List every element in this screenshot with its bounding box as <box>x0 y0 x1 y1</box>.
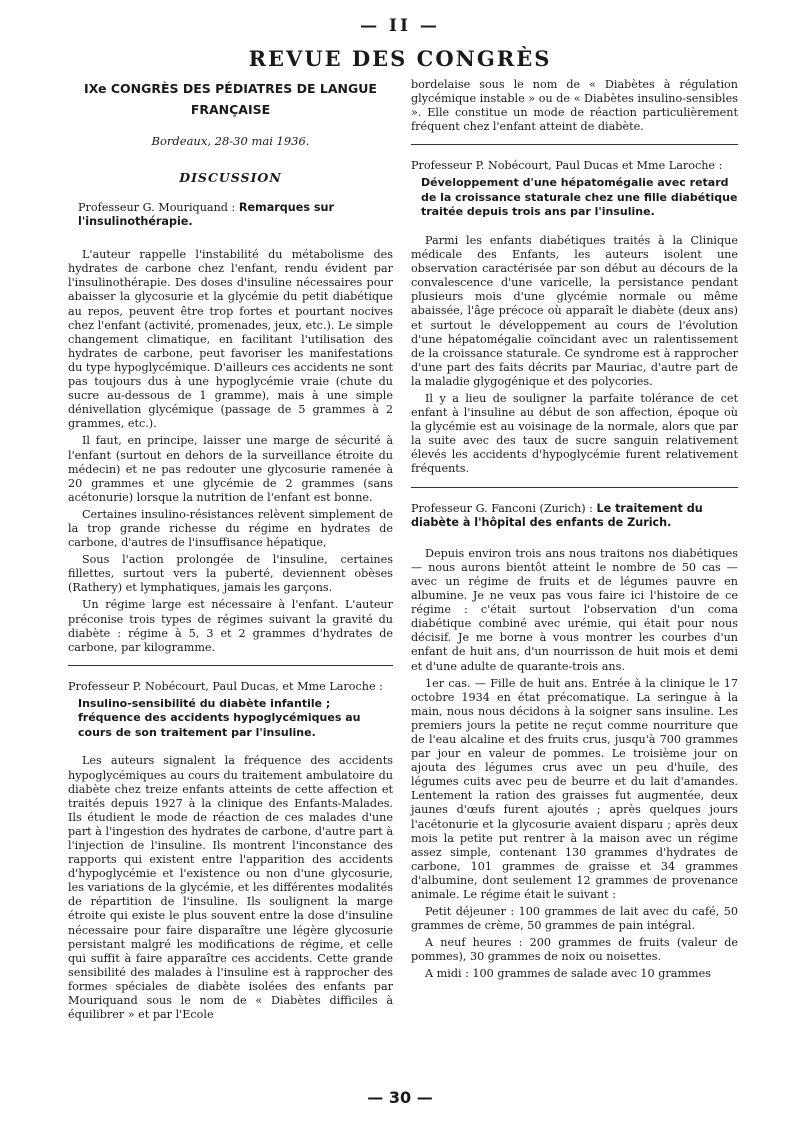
section-3-paragraph: Parmi les enfants diabétiques traités à la Clinique médicale des Enfants, les auteurs isolent une observation caractérisée par son début au décours de la convalescence d'une varicelle, la persistance pendant plusieurs mois d'une glycémie normale ou même abaissée, l'âge précoce où apparaît le diabète (deux ans) et surtout le développement au cours de l'évolution d'une hépatomégalie coïncidant avec un ralentissement de la croissance staturale. Ce syndrome est à rapprocher d'une part des faits décrits par Mauriac, d'autre part de la maladie glygogénique et des polycories. <box>411 233 738 388</box>
section-1-paragraph: Il faut, en principe, laisser une marge de sécurité à l'enfant (surtout en dehors de la surveillance étroite du médecin) et ne pas redouter une glycosurie ramenée à 20 grammes et une glycémie de 2 grammes (sans acétonurie) lorsque la nutrition de l'enfant est bonne. <box>68 434 393 504</box>
section-1-author <box>78 201 393 229</box>
section-4-paragraph: Petit déjeuner : 100 grammes de lait avec du café, 50 grammes de crème, 50 grammes de pain intégral. <box>411 905 738 933</box>
conference-title: IXe CONGRÈS DES PÉDIATRES DE LANGUE FRANÇAISE <box>84 81 377 117</box>
section-1-author-name: Professeur G. Mouriquand : <box>78 201 236 214</box>
right-column <box>411 78 738 985</box>
conference-place-date: Bordeaux, 28-30 mai 1936. <box>151 134 310 148</box>
section-divider <box>411 487 738 488</box>
section-1-paragraph: L'auteur rappelle l'instabilité du métabolisme des hydrates de carbone chez l'enfant, rendu évident par l'insulinothérapie. Des doses d'insuline nécessaires pour abaisser la glycosurie et la glycémie du petit diabétique au repos, peuvent être trop fortes et pourtant nocives chez l'enfant (activité, promenades, jeux, etc.). Le simple changement climatique, en facilitant l'utilisation des hydrates de carbone, peut favoriser les manifestations du type hypoglycémique. D'ailleurs ces accidents ne sont pas toujours dus à une hypoglycémie vraie (chute du sucre au-dessous de 1 gramme), mais à une simple dénivellation glycémique (passage de 5 grammes à 2 grammes, etc.). <box>68 248 393 431</box>
section-1-title: Remarques sur l'insulinothérapie. <box>78 201 335 229</box>
section-2-title: Insulino-sensibilité du diabète infantile ; fréquence des accidents hypoglycémiques au cours de son traitement par l'insuline. <box>78 696 361 739</box>
section-divider <box>411 144 738 145</box>
section-1-paragraph: Sous l'action prolongée de l'insuline, certaines fillettes, surtout vers la puberté, deviennent obèses (Rathery) et lymphatiques, jamais les garçons. <box>68 553 393 595</box>
discussion-heading: DISCUSSION <box>179 170 282 185</box>
section-2-author <box>68 680 393 694</box>
section-3-author: Professeur P. Nobécourt, Paul Ducas et Mme Laroche : <box>411 159 723 173</box>
section-3-paragraph: Il y a lieu de souligner la parfaite tolérance de cet enfant à l'insuline au début de son affection, époque où la glycémie est au voisinage de la normale, alors que par la suite avec des taux de sucre sanguin relativement élevés les accidents d'hypoglycémie furent relativement fréquents. <box>411 392 738 476</box>
page-number: — 30 — <box>367 1088 433 1107</box>
section-4-author <box>411 502 738 530</box>
rubric-title: REVUE DES CONGRÈS <box>248 46 552 71</box>
section-4-title: Le traitement du diabète à l'hôpital des enfants de Zurich. <box>411 501 703 529</box>
section-2-author-name: Professeur P. Nobécourt, Paul Ducas, et Mme Laroche : <box>68 679 383 693</box>
section-3-title: Développement d'une hépatomégalie avec retard de la croissance staturale chez une fille diabétique traitée depuis trois ans par l'insuline. <box>421 176 738 219</box>
section-4-paragraph: Depuis environ trois ans nous traitons nos diabétiques — nous aurons bientôt atteint le nombre de 50 cas — avec un régime de fruits et de légumes pauvre en albumine. Je ne veux pas vous faire ici l'histoire de ce régime : c'était surtout l'observation d'un coma diabétique combiné avec urémie, qui était pour nous décisif. Je me borne à vous montrer les courbes d'un enfant de huit ans, d'un nourrisson de huit mois et demi et d'une adulte de quarante-trois ans. <box>411 546 738 673</box>
section-4-paragraph: 1er cas. — Fille de huit ans. Entrée à la clinique le 17 octobre 1934 en état précomatique. La seringue à la main, nous nous décidons à la soigner sans insuline. Les premiers jours la petite ne reçut comme nourriture que de l'eau alcaline et des fruits crus, jusqu'à 700 grammes par jour en valeur de pommes. Le troisième jour on ajouta des légumes crus avec un peu d'huile, des légumes cuits avec peu de beurre et du lait d'amandes. Lentement la ration des graisses fut augmentée, deux jaunes d'œufs furent ajoutés ; après quelques jours l'acétonurie et la glycosurie avaient disparu ; après deux mois la petite put rentrer à la maison avec un régime assez simple, contenant 130 grammes d'hydrates de carbone, 101 grammes de graisse et 34 grammes d'albumine, dont seulement 12 grammes de provenance animale. Le régime était le suivant : <box>411 676 738 901</box>
section-4-author-name: Professeur G. Fanconi (Zurich) : <box>411 501 593 515</box>
section-2-paragraph: Les auteurs signalent la fréquence des accidents hypoglycémiques au cours du traitement ambulatoire du diabète chez treize enfants atteints de cette affection et traités depuis 1927 à la clinique des Enfants-Malades. Ils étudient le mode de réaction de ces malades d'une part à l'ingestion des hydrates de carbone, d'autre part à l'injection de l'insuline. Ils montrent l'inconstance des rapports qui existent entre l'apparition des accidents d'hypoglycémie et l'existence ou non d'une glycosurie, les variations de la glycémie, et les différentes modalités de répartition de l'insuline. Ils soulignent la marge étroite qui existe le plus souvent entre la dose d'insuline nécessaire pour faire disparaître une légère glycosurie persistant malgré les modifications de régime, et celle qui suffit à faire apparaître ces accidents. Cette grande sensibilité des malades à l'insuline est à rapprocher des formes spéciales de diabète isolées des enfants par Mouriquand sous le nom de « Diabètes difficiles à équilibrer » et par l'Ecole <box>68 754 393 1022</box>
page-roman-numeral: — II — <box>360 16 440 36</box>
section-4-paragraph: A midi : 100 grammes de salade avec 10 grammes <box>425 967 711 981</box>
continuation-paragraph: bordelaise sous le nom de « Diabètes à régulation glycémique instable » ou de « Diabètes insulino-sensibles ». Elle constitue un mode de réaction particulièrement fréquent chez l'enfant atteint de diabète. <box>411 78 738 134</box>
section-1-paragraph: Certaines insulino-résistances relèvent simplement de la trop grande richesse du régime en hydrates de carbone, d'autres de l'insuffisance hépatique, <box>68 507 393 550</box>
left-column <box>68 78 393 1025</box>
section-1-paragraph: Un régime large est nécessaire à l'enfant. L'auteur préconise trois types de régimes suivant la gravité du diabète : régime à 5, 3 et 2 grammes d'hydrates de carbone, par kilogramme. <box>68 598 393 654</box>
section-4-paragraph: A neuf heures : 200 grammes de fruits (valeur de pommes), 30 grammes de noix ou noisettes. <box>411 936 738 964</box>
section-divider <box>68 665 393 666</box>
